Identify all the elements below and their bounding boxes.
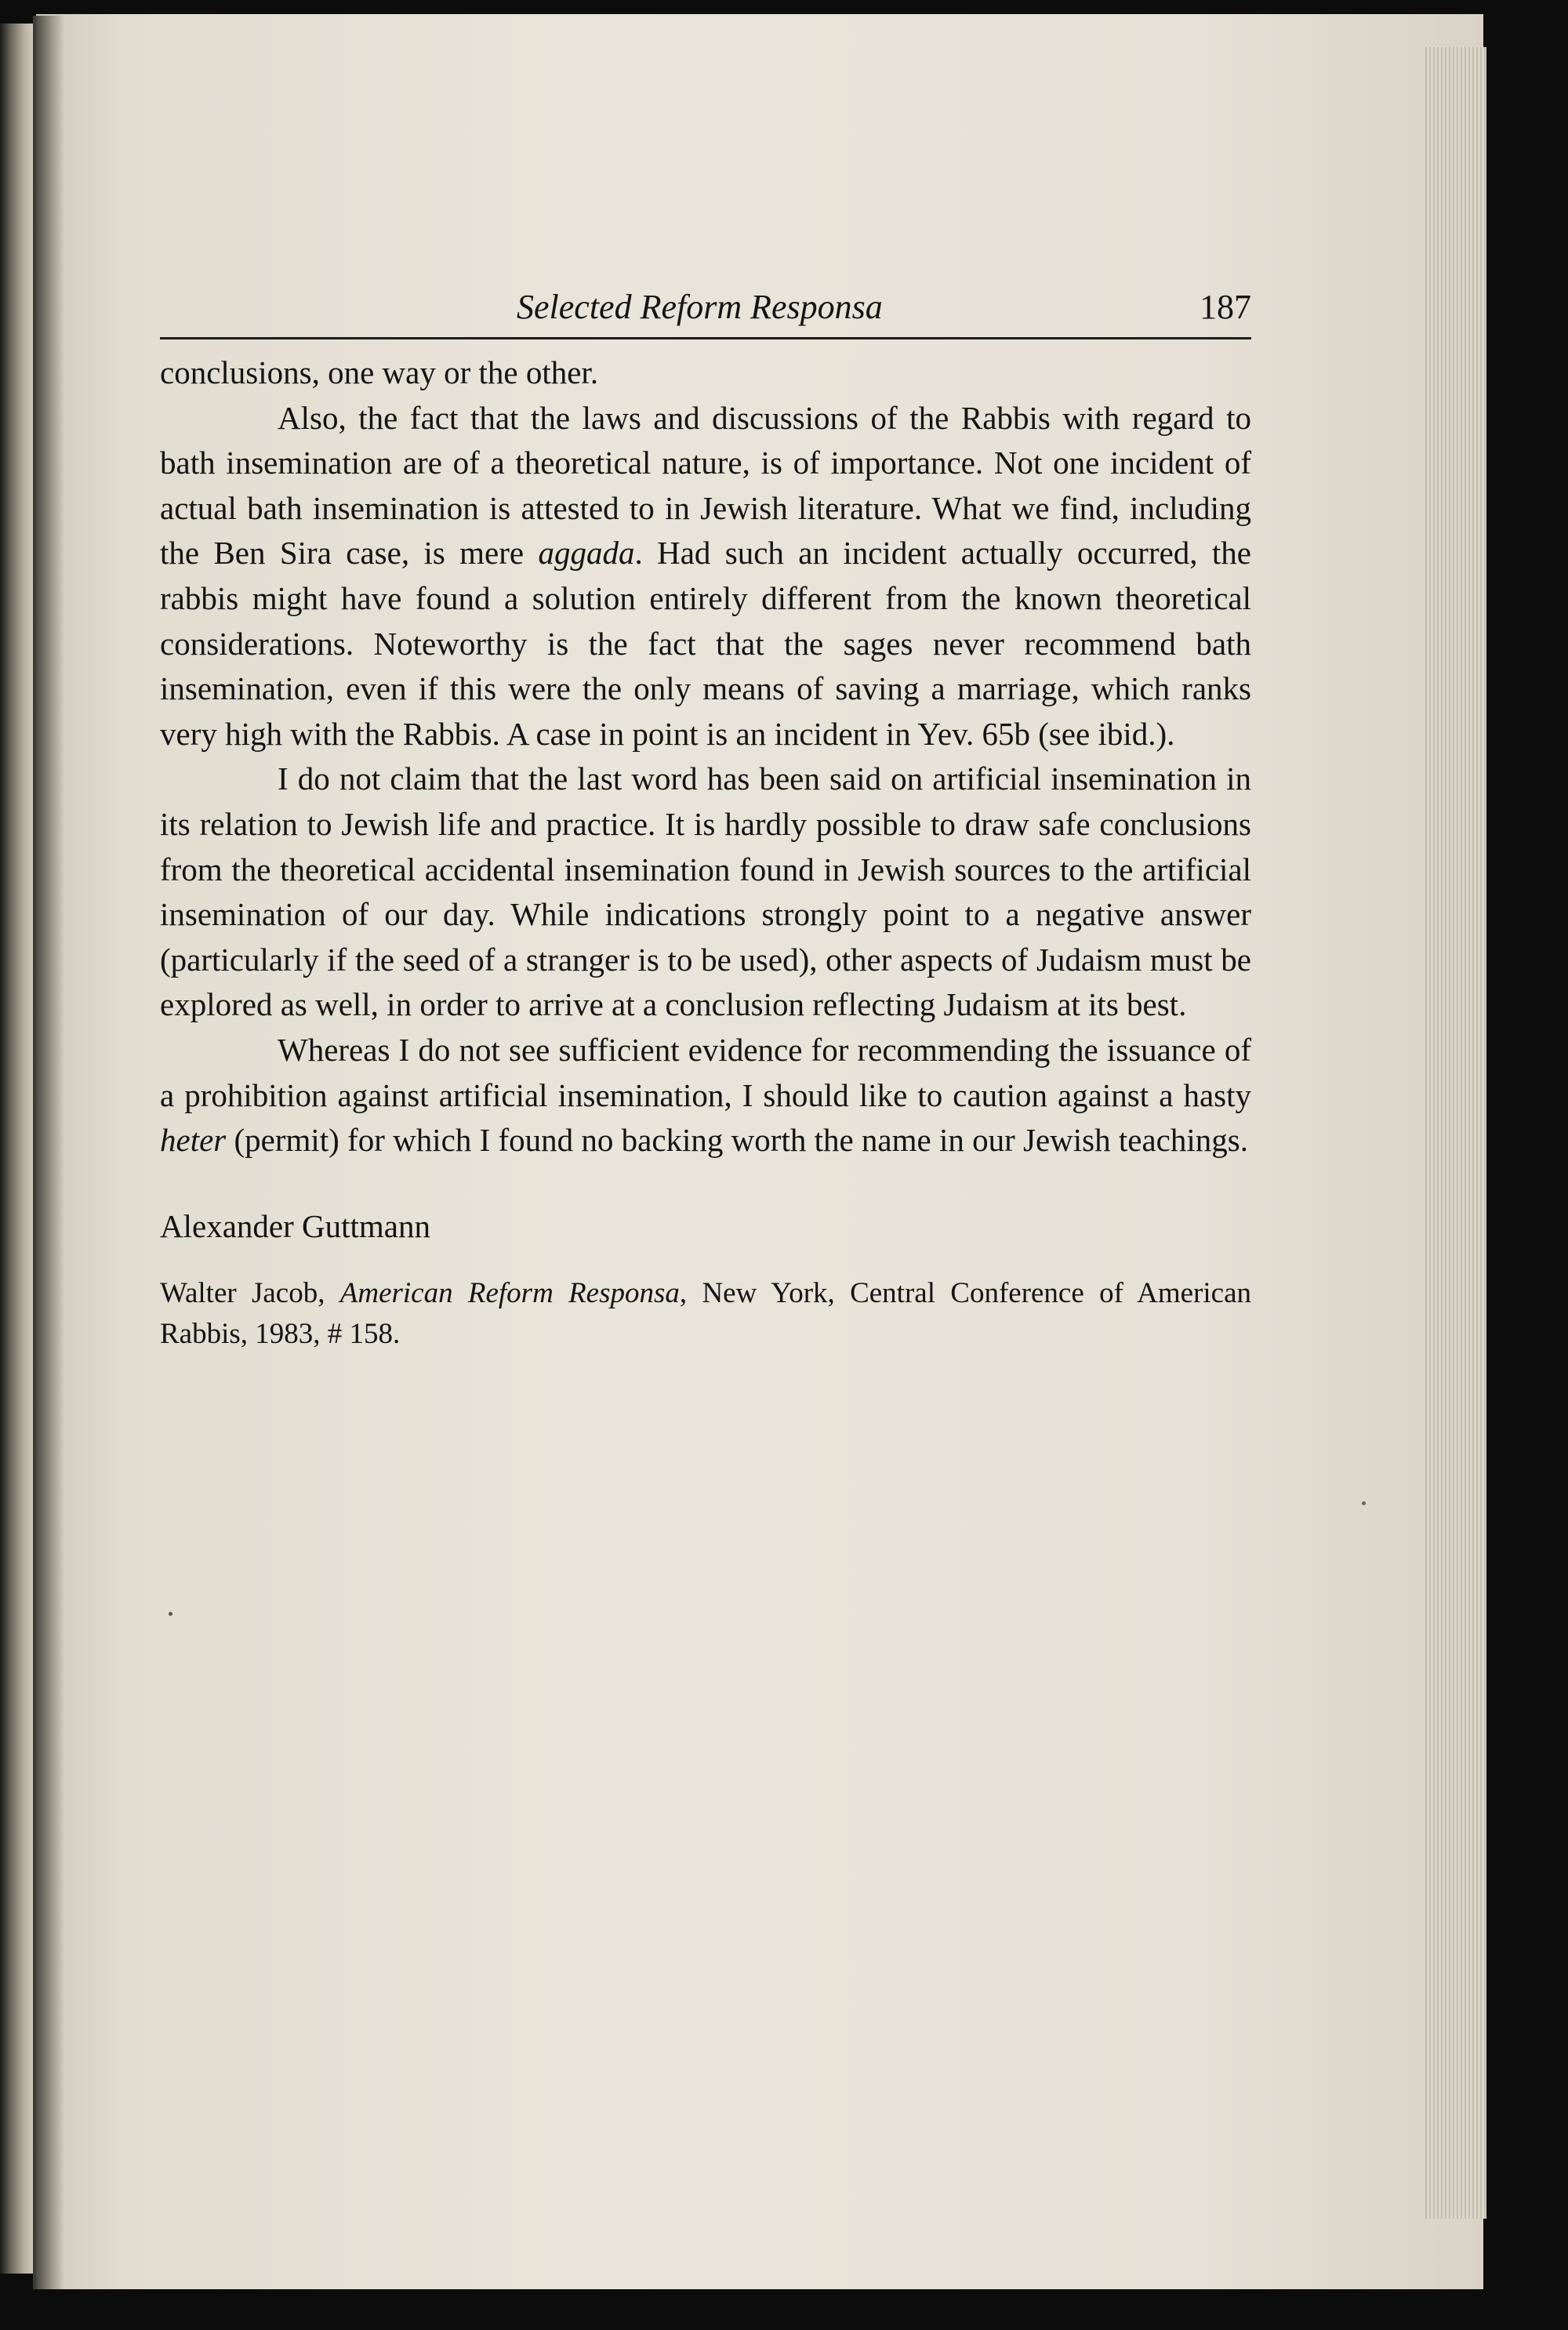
previous-page-edge [0,24,33,2274]
author-signature: Alexander Guttmann [160,1207,430,1244]
paragraph-4-text-b: (permit) for which I found no backing worth the name in our Jewish teachings. [226,1122,1248,1159]
paragraph-2 [160,396,1251,757]
page-number: 187 [1200,288,1251,326]
paragraph-4-text-a: Whereas I do not see sufficient evidence for recommending the issuance of a prohibition against artificial insemination, I should like to caution against a hasty [160,1031,1251,1113]
citation-prefix: Walter Jacob, [160,1276,340,1309]
gutter-shadow [33,16,64,2289]
running-header [160,282,1251,339]
paragraph-1: conclusions, one way or the other. [160,354,599,390]
paragraph-2-text-b: . Had such an incident actually occurred, the rabbis might have found a solution entirely different from the known theoretical considerations. Noteworthy is the fact that the sages never recommend bath insemination, even if this were the only means of saving a marriage, which ranks very high with the Rabbis. A case in point is an incident in Yev. 65b (see ibid.). [160,535,1252,752]
paper-speck [1362,1501,1366,1505]
paragraph-2-text-a: Also, the fact that the laws and discussions of the Rabbis with regard to bath insemination are of a theoretical nature, is of importance. Not one incident of actual bath insemination is attested to in Jewish literature. What we find, including the Ben Sira case, is mere [160,399,1251,572]
paper-speck [169,1612,172,1616]
source-citation [160,1273,1251,1355]
page-content [160,282,1251,1355]
citation-title: American Reform Responsa [339,1276,680,1309]
paragraph-3: I do not claim that the last word has been said on artificial insemination in its relation to Jewish life and practice. It is hardly possible to draw safe conclusions from the theoretical accidental insemination found in Jewish sources to the artificial insemination of our day. While indications strongly point to a negative answer (particularly if the seed of a stranger is to be used), other aspects of Judaism must be explored as well, in order to arrive at a conclusion reflecting Judaism at its best. [160,760,1251,1023]
paragraph-4-italic-term: heter [160,1122,227,1159]
citation-suffix: , New York, Central Conference of American Rabbis, 1983, # 158. [160,1276,1251,1350]
paragraph-2-italic-term: aggada [538,535,635,572]
running-title: Selected Reform Responsa [517,288,883,326]
paragraph-4 [160,1028,1251,1163]
stacked-page-edges [1425,47,1486,2219]
body-text [160,350,1251,1163]
